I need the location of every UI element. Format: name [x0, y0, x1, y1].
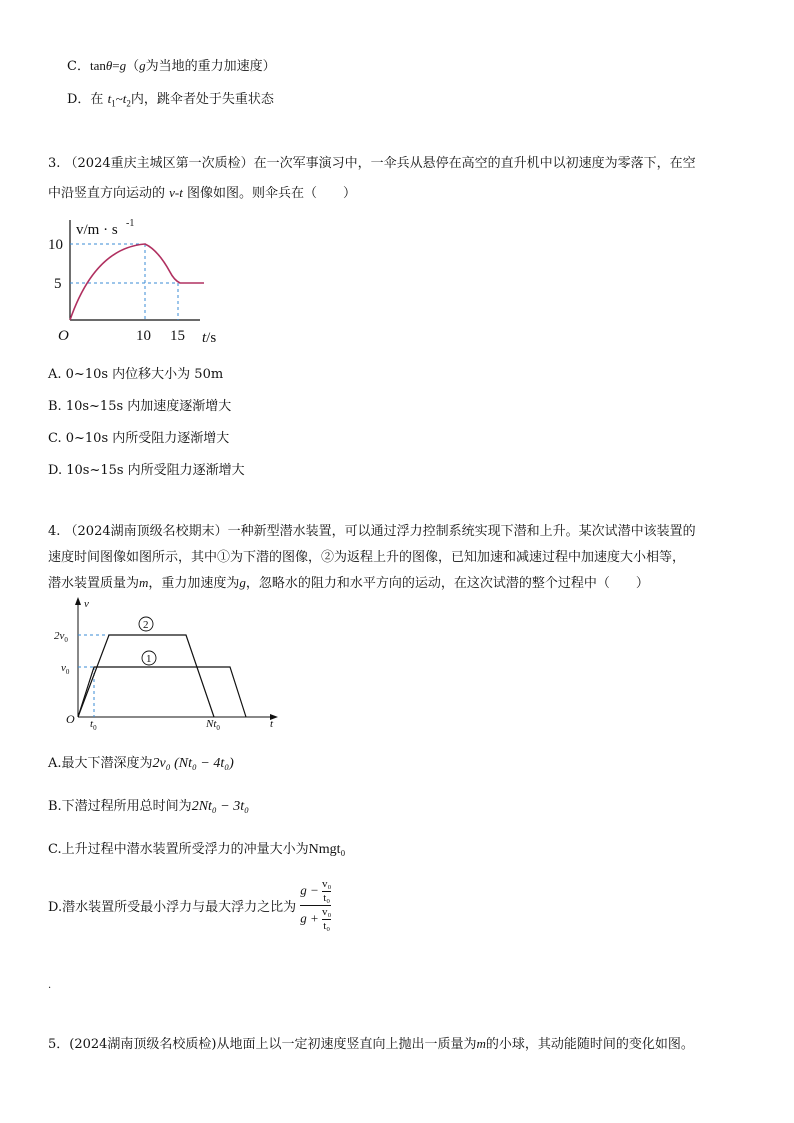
q3-tick-y5: 5 [54, 276, 62, 292]
q3-stem-line1: 3. （2024重庆主城区第一次质检）在一次军事演习中，一伞兵从悬停在高空的直升机中以初速度为零落下，在空 [48, 156, 696, 171]
q4-y-label: v [84, 598, 89, 610]
q2-option-d: D．在 $t_1\sim t_2$内，跳伞者处于失重状态 [67, 91, 274, 109]
q3-tick-x10: 10 [136, 328, 151, 344]
q3-tick-y10: 10 [48, 237, 63, 253]
q4-x-label: t [270, 718, 274, 730]
q4-option-d: D.潜水装置所受最小浮力与最大浮力之比为 g − $\frac{\text{v₀}}{\text{t₀}}$ g + $\frac{\text{v₀}}{\text{t₀}}$ [48, 878, 332, 932]
q4-tick-v0: $v_0$ [61, 662, 70, 676]
q4-curve-2 [78, 635, 214, 717]
stray-dot: . [48, 980, 52, 991]
q3-x-label: t/s [202, 330, 217, 346]
q2-option-c: C．tanθ=g（g为当地的重力加速度） [67, 58, 276, 74]
q4-option-c: C.上升过程中潜水装置所受浮力的冲量大小为Nmgt₀ [48, 842, 346, 857]
q4-origin: O [66, 712, 75, 726]
q4-curve-1 [78, 667, 246, 717]
q4-option-b: B.下潜过程所用总时间为2Nt₀ − 3t₀ [48, 799, 249, 814]
q4-frac-denominator: g + $\frac{\text{v₀}}{\text{t₀}}$ [300, 906, 332, 932]
q3-origin: O [58, 328, 69, 344]
q4-frac-numerator: g − $\frac{\text{v₀}}{\text{t₀}}$ [300, 878, 332, 904]
q3-option-d: D. 10s~15s 内所受阻力逐渐增大 [48, 463, 245, 478]
q4-tick-nt0: $Nt_0$ [206, 718, 220, 732]
q4-y-arrow [75, 597, 81, 605]
q3-stem-line2: 中沿竖直方向运动的 v-t 图像如图。则伞兵在（ ） [48, 185, 356, 201]
q4-stem-line3: 潜水装置质量为m，重力加速度为g，忽略水的阻力和水平方向的运动，在这次试潜的整个过程中（ ） [48, 575, 649, 591]
q3-tick-x15: 15 [170, 328, 185, 344]
q4-label-2: 2 [143, 619, 149, 631]
q4-stem-line1: 4. （2024湖南顶级名校期末）一种新型潜水装置，可以通过浮力控制系统实现下潜和上升。某次试潜中该装置的 [48, 524, 696, 539]
q3-y-label: v/m · s [76, 222, 118, 238]
q4-tick-2v0: $2v_0$ [54, 630, 68, 644]
q3-option-a: A. 0~10s 内位移大小为 50m [48, 367, 224, 382]
q4-tick-t0: $t_0$ [90, 718, 97, 732]
q4-option-d-fraction [300, 878, 331, 933]
q4-option-a: A.最大下潜深度为2v₀ (Nt₀ − 4t₀) [48, 756, 234, 771]
q3-vt-curve [70, 244, 204, 320]
q4-label-1: 1 [146, 653, 152, 665]
q3-y-exp: -1 [126, 218, 135, 229]
q3-vt-chart [40, 210, 240, 350]
q3-option-c: C. 0~10s 内所受阻力逐渐增大 [48, 431, 230, 446]
q4-vt-chart [48, 595, 288, 735]
q3-option-b: B. 10s~15s 内加速度逐渐增大 [48, 399, 232, 414]
q4-stem-line2: 速度时间图像如图所示，其中①为下潜的图像，②为返程上升的图像，已知加速和减速过程中加速度大小相等， [48, 550, 686, 565]
q5-stem-line1: 5．(2024湖南顶级名校质检)从地面上以一定初速度竖直向上抛出一质量为m的小球，其动能随时间的变化如图。 [48, 1036, 694, 1052]
